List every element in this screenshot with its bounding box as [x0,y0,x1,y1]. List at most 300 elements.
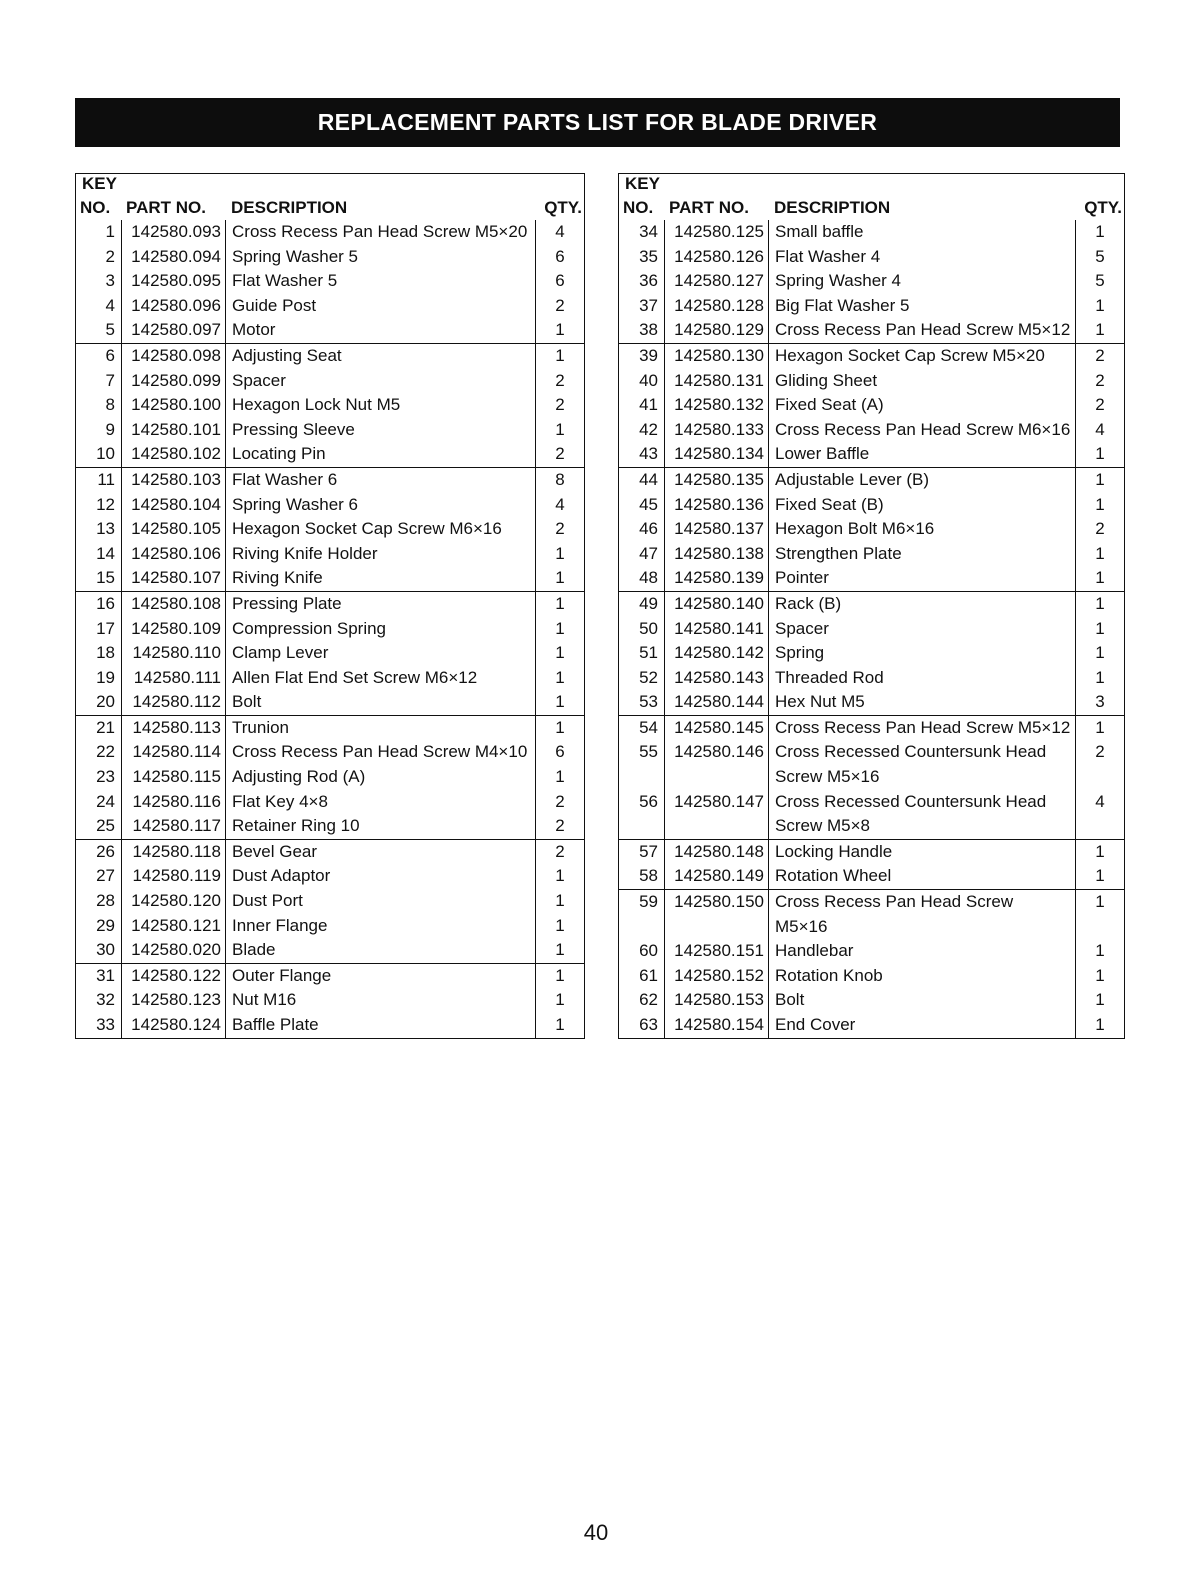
description-cell: Big Flat Washer 5 [768,294,1075,319]
table-row [76,566,584,591]
qty-cell: 1 [535,666,584,691]
table-row [76,294,584,319]
header-description: DESCRIPTION [231,198,348,217]
table-row [619,542,1124,567]
description-cell: Nut M16 [225,988,535,1013]
part-no-cell: 142580.148 [664,840,768,865]
part-no-cell: 142580.095 [121,269,225,294]
qty-cell: 6 [535,740,584,765]
part-no-cell: 142580.154 [664,1013,768,1038]
key-no-cell: 8 [105,395,115,415]
part-no-cell: 142580.153 [664,988,768,1013]
description-cell: Lower Baffle [768,442,1075,467]
description-cell: Cross Recessed Countersunk Head [768,790,1075,815]
description-cell: Flat Washer 6 [225,468,535,493]
table-row [619,220,1124,245]
qty-cell: 2 [535,369,584,394]
key-no-cell: 9 [105,419,115,439]
key-no-cell: 24 [96,791,115,811]
table-row [76,790,584,815]
description-cell: Cross Recess Pan Head Screw M5×12 [768,716,1075,741]
description-cell: Retainer Ring 10 [225,814,535,839]
description-cell: Outer Flange [225,964,535,989]
part-no-cell: 142580.146 [664,740,768,765]
part-no-cell: 142580.104 [121,493,225,518]
table-row [619,369,1124,394]
qty-cell: 1 [535,617,584,642]
key-no-cell: 26 [96,841,115,861]
table-row [619,666,1124,691]
part-no-cell: 142580.124 [121,1013,225,1038]
table-row [76,889,584,914]
qty-cell: 8 [535,468,584,493]
key-no-cell: 10 [96,444,115,464]
description-cell: Cross Recess Pan Head Screw M5×12 [768,318,1075,343]
qty-cell: 2 [535,790,584,815]
part-no-cell: 142580.093 [121,220,225,245]
qty-cell: 1 [1075,988,1124,1013]
part-no-cell: 142580.102 [121,442,225,467]
key-no-cell: 52 [639,667,658,687]
key-no-cell: 36 [639,271,658,291]
qty-cell: 2 [535,814,584,839]
table-row [619,591,1124,617]
description-cell: Adjusting Seat [225,344,535,369]
description-cell: Riving Knife [225,566,535,591]
part-no-cell: 142580.147 [664,790,768,815]
qty-cell: 1 [535,344,584,369]
table-row [76,641,584,666]
qty-cell: 1 [1075,468,1124,493]
table-row [76,318,584,343]
part-no-cell: 142580.118 [121,840,225,865]
qty-cell: 2 [1075,344,1124,369]
table-row [619,790,1124,815]
description-cell: Fixed Seat (A) [768,393,1075,418]
key-no-cell: 20 [96,692,115,712]
description-cell: Cross Recess Pan Head Screw M6×16 [768,418,1075,443]
part-no-cell: 142580.132 [664,393,768,418]
qty-cell: 1 [535,964,584,989]
key-no-cell: 22 [96,742,115,762]
part-no-cell: 142580.108 [121,592,225,617]
key-no-cell: 58 [639,866,658,886]
table-row [76,914,584,939]
qty-cell: 3 [1075,690,1124,715]
part-no-cell: 142580.145 [664,716,768,741]
table-row [619,765,1124,790]
table-row [76,617,584,642]
description-cell: Threaded Rod [768,666,1075,691]
description-cell: Spacer [225,369,535,394]
qty-cell: 1 [535,765,584,790]
header-qty: QTY. [1084,198,1122,217]
header-no: NO. [623,198,654,217]
table-row [619,715,1124,741]
table-row [619,964,1124,989]
qty-cell: 1 [1075,220,1124,245]
qty-cell: 1 [535,1013,584,1038]
key-no-cell: 18 [96,643,115,663]
part-no-cell: 142580.126 [664,245,768,270]
qty-cell: 1 [1075,864,1124,889]
key-no-cell: 55 [639,742,658,762]
description-cell: Adjustable Lever (B) [768,468,1075,493]
table-body [619,220,1124,1038]
description-cell: Screw M5×16 [768,765,1075,790]
key-no-cell: 14 [96,543,115,563]
part-no-cell: 142580.123 [121,988,225,1013]
part-no-cell: 142580.094 [121,245,225,270]
qty-cell: 1 [1075,566,1124,591]
part-no-cell: 142580.128 [664,294,768,319]
table-row [619,467,1124,493]
table-row [619,318,1124,343]
key-no-cell: 21 [96,717,115,737]
key-no-cell: 57 [639,841,658,861]
description-cell: Compression Spring [225,617,535,642]
key-no-cell: 35 [639,246,658,266]
header-description: DESCRIPTION [774,198,891,217]
description-cell: Locating Pin [225,442,535,467]
table-row [76,369,584,394]
part-no-cell: 142580.129 [664,318,768,343]
table-row [619,418,1124,443]
part-no-cell: 142580.125 [664,220,768,245]
part-no-cell: 142580.122 [121,964,225,989]
description-cell: Small baffle [768,220,1075,245]
description-cell: Flat Washer 4 [768,245,1075,270]
description-cell: Hex Nut M5 [768,690,1075,715]
table-row [76,517,584,542]
table-row [76,938,584,963]
description-cell: Cross Recess Pan Head Screw M5×20 [225,220,535,245]
table-header [619,174,1124,220]
qty-cell: 6 [535,269,584,294]
qty-cell: 2 [1075,369,1124,394]
qty-cell: 1 [1075,318,1124,343]
key-no-cell: 56 [639,791,658,811]
description-cell: Pressing Sleeve [225,418,535,443]
key-no-cell: 15 [96,568,115,588]
description-cell: Inner Flange [225,914,535,939]
description-cell: Gliding Sheet [768,369,1075,394]
part-no-cell: 142580.116 [121,790,225,815]
description-cell: Rack (B) [768,592,1075,617]
description-cell: Adjusting Rod (A) [225,765,535,790]
key-no-cell: 34 [639,222,658,241]
qty-cell: 1 [1075,716,1124,741]
qty-cell: 1 [535,318,584,343]
qty-cell: 1 [535,716,584,741]
qty-cell: 2 [1075,740,1124,765]
description-cell: Bolt [225,690,535,715]
table-row [619,889,1124,915]
qty-cell: 5 [1075,269,1124,294]
key-no-cell: 32 [96,990,115,1010]
part-no-cell [664,765,768,790]
description-cell: Flat Key 4×8 [225,790,535,815]
description-cell: Hexagon Socket Cap Screw M6×16 [225,517,535,542]
key-no-cell: 44 [639,469,658,489]
key-no-cell: 40 [639,370,658,390]
qty-cell: 2 [535,517,584,542]
table-body [76,220,584,1038]
part-no-cell: 142580.144 [664,690,768,715]
key-no-cell: 50 [639,618,658,638]
description-cell: Hexagon Socket Cap Screw M5×20 [768,344,1075,369]
part-no-cell: 142580.105 [121,517,225,542]
key-no-cell: 7 [105,370,115,390]
description-cell: Dust Port [225,889,535,914]
qty-cell: 4 [1075,418,1124,443]
key-no-cell: 62 [639,990,658,1010]
table-row [619,343,1124,369]
qty-cell: 2 [1075,517,1124,542]
qty-cell: 1 [1075,939,1124,964]
part-no-cell: 142580.096 [121,294,225,319]
qty-cell: 1 [1075,542,1124,567]
header-part-no: PART NO. [669,198,749,217]
qty-cell: 1 [535,592,584,617]
part-no-cell: 142580.106 [121,542,225,567]
part-no-cell: 142580.133 [664,418,768,443]
table-row [76,690,584,715]
qty-cell: 1 [1075,294,1124,319]
key-no-cell: 42 [639,419,658,439]
table-row [619,915,1124,940]
key-no-cell: 2 [105,246,115,266]
description-cell: Rotation Wheel [768,864,1075,889]
key-no-cell: 39 [639,345,658,365]
qty-cell: 1 [535,690,584,715]
table-row [76,963,584,989]
description-cell: Spring [768,641,1075,666]
table-row [619,939,1124,964]
table-row [619,269,1124,294]
table-row [619,442,1124,467]
description-cell: Bevel Gear [225,840,535,865]
key-no-cell: 38 [639,320,658,340]
description-cell: Handlebar [768,939,1075,964]
header-qty: QTY. [544,198,582,217]
part-no-cell: 142580.101 [121,418,225,443]
table-row [619,566,1124,591]
header-no: NO. [80,198,111,217]
key-no-cell: 59 [639,892,658,912]
description-cell: Riving Knife Holder [225,542,535,567]
table-row [619,690,1124,715]
table-row [76,467,584,493]
key-no-cell: 46 [639,519,658,539]
part-no-cell [664,814,768,839]
part-no-cell: 142580.130 [664,344,768,369]
part-no-cell: 142580.131 [664,369,768,394]
table-row [619,493,1124,518]
description-cell: Strengthen Plate [768,542,1075,567]
part-no-cell: 142580.113 [121,716,225,741]
part-no-cell: 142580.099 [121,369,225,394]
qty-cell: 2 [535,840,584,865]
part-no-cell: 142580.139 [664,566,768,591]
part-no-cell: 142580.150 [664,890,768,915]
part-no-cell: 142580.138 [664,542,768,567]
key-no-cell: 33 [96,1015,115,1034]
qty-cell: 1 [535,889,584,914]
qty-cell [1075,814,1124,839]
part-no-cell: 142580.141 [664,617,768,642]
part-no-cell: 142580.151 [664,939,768,964]
description-cell: M5×16 [768,915,1075,940]
part-no-cell [664,915,768,940]
qty-cell [1075,765,1124,790]
table-row [76,1013,584,1038]
description-cell: Baffle Plate [225,1013,535,1038]
qty-cell: 1 [535,566,584,591]
table-row [76,493,584,518]
table-row [76,542,584,567]
description-cell: Clamp Lever [225,641,535,666]
part-no-cell: 142580.134 [664,442,768,467]
qty-cell: 1 [1075,666,1124,691]
parts-table-right [618,173,1125,1039]
part-no-cell: 142580.115 [121,765,225,790]
key-no-cell: 3 [105,271,115,291]
table-row [76,666,584,691]
part-no-cell: 142580.140 [664,592,768,617]
qty-cell: 1 [535,938,584,963]
description-cell: Cross Recess Pan Head Screw M4×10 [225,740,535,765]
key-no-cell: 1 [105,222,115,241]
part-no-cell: 142580.135 [664,468,768,493]
description-cell: Hexagon Bolt M6×16 [768,517,1075,542]
page-title: REPLACEMENT PARTS LIST FOR BLADE DRIVER [75,98,1120,147]
qty-cell: 1 [535,641,584,666]
key-no-cell: 28 [96,891,115,911]
description-cell: Spring Washer 5 [225,245,535,270]
part-no-cell: 142580.098 [121,344,225,369]
key-no-cell: 47 [639,543,658,563]
table-row [619,988,1124,1013]
key-no-cell [619,814,664,839]
description-cell: Hexagon Lock Nut M5 [225,393,535,418]
key-no-cell: 17 [96,618,115,638]
description-cell: Spacer [768,617,1075,642]
qty-cell: 1 [535,914,584,939]
key-no-cell: 5 [105,320,115,340]
qty-cell: 1 [1075,617,1124,642]
header-key: KEY [625,174,660,193]
key-no-cell: 54 [639,717,658,737]
description-cell: Trunion [225,716,535,741]
table-row [76,418,584,443]
table-row [76,245,584,270]
part-no-cell: 142580.111 [121,666,225,691]
table-row [76,765,584,790]
part-no-cell: 142580.119 [121,864,225,889]
qty-cell: 2 [1075,393,1124,418]
qty-cell [1075,915,1124,940]
description-cell: Pressing Plate [225,592,535,617]
description-cell: Blade [225,938,535,963]
description-cell: Flat Washer 5 [225,269,535,294]
description-cell: End Cover [768,1013,1075,1038]
qty-cell: 4 [1075,790,1124,815]
description-cell: Spring Washer 4 [768,269,1075,294]
page-number: 40 [583,1520,609,1545]
key-no-cell: 12 [96,494,115,514]
key-no-cell: 19 [96,667,115,687]
table-row [619,864,1124,889]
key-no-cell: 41 [639,395,658,415]
description-cell: Motor [225,318,535,343]
part-no-cell: 142580.103 [121,468,225,493]
qty-cell: 1 [535,542,584,567]
key-no-cell: 53 [639,692,658,712]
qty-cell: 1 [1075,1013,1124,1038]
key-no-cell: 43 [639,444,658,464]
qty-cell: 1 [1075,890,1124,915]
key-no-cell: 60 [639,941,658,961]
part-no-cell: 142580.121 [121,914,225,939]
key-no-cell: 31 [96,965,115,985]
key-no-cell: 6 [105,345,115,365]
part-no-cell: 142580.110 [121,641,225,666]
qty-cell: 2 [535,294,584,319]
description-cell: Allen Flat End Set Screw M6×12 [225,666,535,691]
table-row [76,591,584,617]
table-row [76,442,584,467]
qty-cell: 6 [535,245,584,270]
part-no-cell: 142580.149 [664,864,768,889]
key-no-cell: 48 [639,568,658,588]
part-no-cell: 142580.107 [121,566,225,591]
header-part-no: PART NO. [126,198,206,217]
table-row [76,814,584,839]
description-cell: Cross Recess Pan Head Screw [768,890,1075,915]
qty-cell: 2 [535,442,584,467]
table-row [76,393,584,418]
table-row [76,988,584,1013]
key-no-cell: 37 [639,295,658,315]
key-no-cell: 16 [96,593,115,613]
table-row [76,343,584,369]
key-no-cell: 25 [96,816,115,836]
part-no-cell: 142580.127 [664,269,768,294]
part-no-cell: 142580.142 [664,641,768,666]
part-no-cell: 142580.117 [121,814,225,839]
key-no-cell: 49 [639,593,658,613]
qty-cell: 1 [1075,641,1124,666]
table-row [619,814,1124,839]
table-header [76,174,584,220]
key-no-cell: 27 [96,866,115,886]
key-no-cell [619,915,664,940]
table-row [619,839,1124,865]
table-row [76,220,584,245]
qty-cell: 2 [535,393,584,418]
table-row [619,393,1124,418]
parts-table-left [75,173,585,1039]
key-no-cell [619,765,664,790]
key-no-cell: 23 [96,767,115,787]
part-no-cell: 142580.137 [664,517,768,542]
description-cell: Locking Handle [768,840,1075,865]
table-row [76,269,584,294]
table-row [619,294,1124,319]
key-no-cell: 11 [97,469,115,489]
part-no-cell: 142580.020 [121,938,225,963]
